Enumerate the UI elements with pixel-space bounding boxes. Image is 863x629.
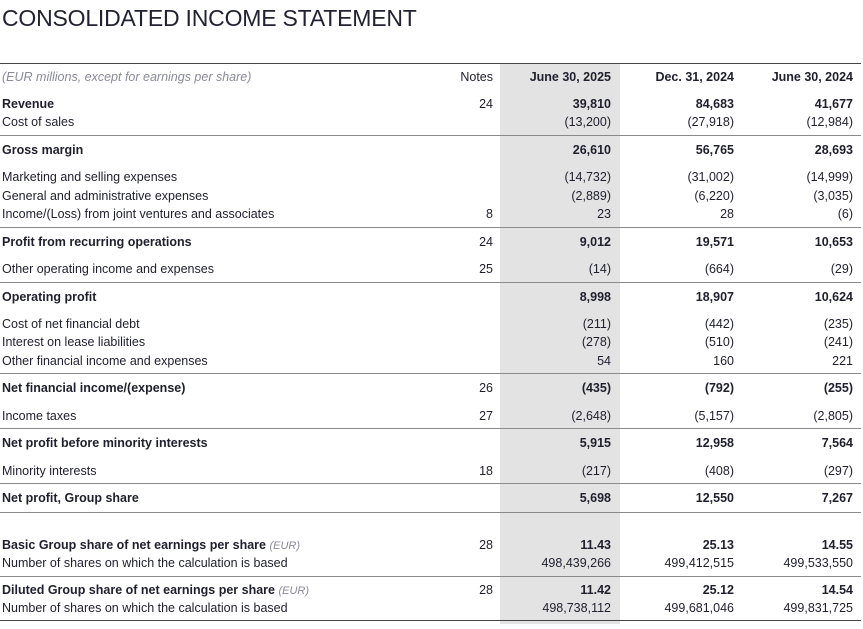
row-value-june-2024: (255) bbox=[823, 381, 853, 395]
notes-header: Notes bbox=[460, 70, 493, 84]
row-value-dec-2024: 19,571 bbox=[695, 235, 734, 249]
row-label: Marketing and selling expenses bbox=[2, 170, 178, 184]
row-value-june-2025: (14) bbox=[588, 262, 611, 276]
column-header-june-2024: June 30, 2024 bbox=[771, 70, 853, 84]
row-value-june-2024: (12,984) bbox=[806, 115, 853, 129]
row-label: Minority interests bbox=[2, 464, 97, 478]
row-value-june-2024: (29) bbox=[830, 262, 853, 276]
row-note: 25 bbox=[479, 262, 493, 276]
row-value-june-2024: (241) bbox=[823, 335, 853, 349]
row-value-june-2025: 11.43 bbox=[580, 538, 611, 552]
row-value-june-2024: 221 bbox=[832, 354, 853, 368]
table-row-cost-of-sales bbox=[0, 113, 861, 131]
row-note: 24 bbox=[479, 97, 493, 111]
table-row-minority-interests bbox=[0, 462, 861, 480]
table-row-joint-ventures bbox=[0, 205, 861, 223]
table-row-before-minority bbox=[0, 434, 861, 452]
row-value-june-2024: (2,805) bbox=[813, 409, 853, 423]
row-value-june-2024: 7,267 bbox=[821, 491, 853, 505]
unit-note: (EUR millions, except for earnings per share) bbox=[2, 70, 252, 84]
top-rule bbox=[0, 63, 861, 64]
row-value-june-2025: (14,732) bbox=[564, 170, 611, 184]
table-row-marketing bbox=[0, 168, 861, 186]
row-value-june-2024: (6) bbox=[837, 207, 853, 221]
row-value-june-2025: 498,738,112 bbox=[542, 601, 611, 615]
row-value-june-2024: 7,564 bbox=[821, 436, 853, 450]
row-label: Operating profit bbox=[2, 290, 97, 304]
table-row-group-share bbox=[0, 489, 861, 507]
row-value-june-2024: 14.55 bbox=[821, 538, 853, 552]
row-value-june-2025: 54 bbox=[597, 354, 611, 368]
row-value-dec-2024: 56,765 bbox=[695, 143, 734, 157]
row-note: 24 bbox=[479, 235, 493, 249]
row-value-dec-2024: 12,550 bbox=[695, 491, 734, 505]
row-label: Number of shares on which the calculation is based bbox=[2, 601, 288, 615]
row-value-june-2024: (235) bbox=[823, 317, 853, 331]
row-value-june-2024: 10,653 bbox=[814, 235, 853, 249]
table-row-general-admin bbox=[0, 187, 861, 205]
row-value-dec-2024: 160 bbox=[713, 354, 734, 368]
row-separator bbox=[0, 373, 861, 374]
row-value-june-2024: 14.54 bbox=[821, 583, 853, 597]
row-value-june-2025: 26,610 bbox=[572, 143, 611, 157]
row-note: 28 bbox=[479, 583, 493, 597]
row-note: 27 bbox=[479, 409, 493, 423]
row-separator bbox=[0, 135, 861, 136]
row-value-dec-2024: (31,002) bbox=[687, 170, 734, 184]
table-row-gross-margin bbox=[0, 141, 861, 159]
row-label: Cost of net financial debt bbox=[2, 317, 140, 331]
row-label: Revenue bbox=[2, 97, 55, 111]
row-value-june-2025: 9,012 bbox=[579, 235, 611, 249]
row-value-dec-2024: 499,681,046 bbox=[664, 601, 734, 615]
row-label: Net profit, Group share bbox=[2, 491, 139, 505]
row-label-text: Basic Group share of net earnings per share bbox=[2, 538, 266, 552]
row-label: Gross margin bbox=[2, 143, 84, 157]
row-label: Other financial income and expenses bbox=[2, 354, 208, 368]
table-row-basic-eps bbox=[0, 536, 861, 554]
row-value-dec-2024: (442) bbox=[704, 317, 734, 331]
row-value-june-2025: (435) bbox=[581, 381, 611, 395]
table-row-revenue bbox=[0, 95, 861, 113]
table-row-income-taxes bbox=[0, 407, 861, 425]
table-header bbox=[0, 68, 861, 86]
row-value-june-2025: (2,648) bbox=[571, 409, 611, 423]
row-separator bbox=[0, 576, 861, 577]
row-label: Net financial income/(expense) bbox=[2, 381, 186, 395]
row-value-june-2025: 498,439,266 bbox=[541, 556, 611, 570]
column-header-june-2025: June 30, 2025 bbox=[529, 70, 611, 84]
row-value-june-2025: 5,698 bbox=[579, 491, 611, 505]
row-value-june-2024: (297) bbox=[823, 464, 853, 478]
table-row-other-operating bbox=[0, 260, 861, 278]
row-value-june-2024: 41,677 bbox=[814, 97, 853, 111]
row-value-dec-2024: 499,412,515 bbox=[664, 556, 734, 570]
row-separator bbox=[0, 227, 861, 228]
row-value-june-2025: 8,998 bbox=[579, 290, 611, 304]
row-value-dec-2024: 28 bbox=[720, 207, 734, 221]
row-value-dec-2024: (27,918) bbox=[687, 115, 734, 129]
row-value-dec-2024: (6,220) bbox=[694, 189, 734, 203]
row-value-june-2025: 11.42 bbox=[580, 583, 611, 597]
row-value-dec-2024: 25.13 bbox=[702, 538, 734, 552]
row-label: General and administrative expenses bbox=[2, 189, 209, 203]
row-separator bbox=[0, 483, 861, 484]
row-value-dec-2024: 12,958 bbox=[695, 436, 734, 450]
table-row-diluted-eps bbox=[0, 581, 861, 599]
row-value-june-2024: 28,693 bbox=[814, 143, 853, 157]
row-separator bbox=[0, 512, 861, 513]
row-value-june-2025: 5,915 bbox=[579, 436, 611, 450]
row-value-june-2024: 499,533,550 bbox=[783, 556, 853, 570]
table-row-recurring-operations bbox=[0, 233, 861, 251]
row-label: Income taxes bbox=[2, 409, 77, 423]
row-value-dec-2024: (792) bbox=[704, 381, 734, 395]
page-title: CONSOLIDATED INCOME STATEMENT bbox=[2, 5, 417, 31]
row-label bbox=[2, 536, 300, 555]
row-note: 8 bbox=[486, 207, 493, 221]
row-value-june-2025: 39,810 bbox=[572, 97, 611, 111]
row-value-dec-2024: (510) bbox=[704, 335, 734, 349]
table-row-lease-interest bbox=[0, 333, 861, 351]
row-value-june-2025: (278) bbox=[581, 335, 611, 349]
row-note: 18 bbox=[479, 464, 493, 478]
row-value-june-2024: 10,624 bbox=[814, 290, 853, 304]
row-value-dec-2024: 25.12 bbox=[702, 583, 734, 597]
row-value-dec-2024: (664) bbox=[704, 262, 734, 276]
row-value-june-2025: 23 bbox=[597, 207, 611, 221]
row-note: 26 bbox=[479, 381, 493, 395]
row-label: Profit from recurring operations bbox=[2, 235, 192, 249]
row-value-dec-2024: (408) bbox=[704, 464, 734, 478]
row-value-june-2024: 499,831,725 bbox=[783, 601, 853, 615]
table-row-net-financial bbox=[0, 379, 861, 397]
row-value-june-2024: (14,999) bbox=[806, 170, 853, 184]
row-label: Net profit before minority interests bbox=[2, 436, 208, 450]
currency-unit: (EUR) bbox=[278, 585, 310, 597]
table-row-net-financial-debt bbox=[0, 315, 861, 333]
row-value-june-2025: (2,889) bbox=[571, 189, 611, 203]
row-label: Cost of sales bbox=[2, 115, 75, 129]
row-label-text: Diluted Group share of net earnings per share bbox=[2, 583, 275, 597]
row-value-june-2025: (211) bbox=[582, 317, 611, 331]
row-separator bbox=[0, 428, 861, 429]
table-row-operating-profit bbox=[0, 288, 861, 306]
row-separator bbox=[0, 282, 861, 283]
row-label: Other operating income and expenses bbox=[2, 262, 214, 276]
table-row-other-financial bbox=[0, 352, 861, 370]
row-label: Interest on lease liabilities bbox=[2, 335, 146, 349]
row-note: 28 bbox=[479, 538, 493, 552]
table-row-diluted-shares bbox=[0, 599, 861, 617]
row-value-june-2025: (217) bbox=[581, 464, 611, 478]
row-value-dec-2024: 18,907 bbox=[695, 290, 734, 304]
currency-unit: (EUR) bbox=[269, 540, 301, 552]
row-label bbox=[2, 581, 309, 600]
row-value-dec-2024: (5,157) bbox=[694, 409, 734, 423]
row-label: Income/(Loss) from joint ventures and associates bbox=[2, 207, 275, 221]
table-row-basic-shares bbox=[0, 554, 861, 572]
bottom-rule bbox=[0, 620, 861, 621]
row-value-june-2025: (13,200) bbox=[564, 115, 611, 129]
column-header-dec-2024: Dec. 31, 2024 bbox=[655, 70, 734, 84]
row-value-dec-2024: 84,683 bbox=[695, 97, 734, 111]
row-label: Number of shares on which the calculation is based bbox=[2, 556, 288, 570]
row-value-june-2024: (3,035) bbox=[813, 189, 853, 203]
